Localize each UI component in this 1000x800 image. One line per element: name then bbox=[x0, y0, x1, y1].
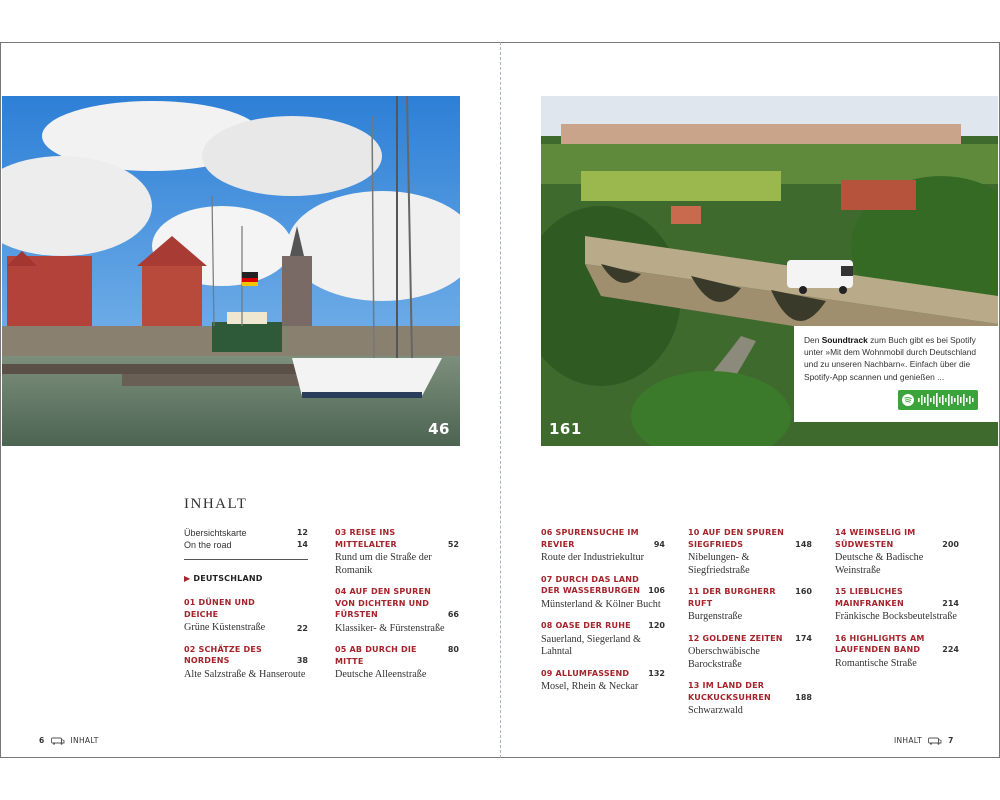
toc-intro-item[interactable] bbox=[184, 539, 308, 551]
toc-entry-subtitle: Nibelungen- & Siegfriedstraße bbox=[688, 552, 750, 576]
toc-entry-subtitle: Oberschwäbische Barockstraße bbox=[688, 646, 760, 670]
toc-entry[interactable] bbox=[335, 586, 459, 635]
toc-entry[interactable] bbox=[688, 680, 812, 718]
triangle-right-icon: ▶ bbox=[184, 574, 191, 583]
toc-entry-page: 52 bbox=[447, 539, 459, 549]
toc-entry-page: 120 bbox=[648, 621, 665, 630]
toc-divider bbox=[184, 559, 308, 560]
toc-entry-page: 22 bbox=[296, 624, 308, 633]
toc-entry-page: 66 bbox=[447, 610, 459, 619]
toc-entry[interactable] bbox=[835, 586, 959, 624]
toc-column-1 bbox=[184, 527, 308, 690]
toc-entry-subtitle: Romantische Straße bbox=[835, 657, 917, 669]
toc-entry-page: 200 bbox=[942, 539, 959, 549]
toc-column-3 bbox=[541, 527, 665, 703]
spotify-text-bold: Soundtrack bbox=[821, 335, 868, 345]
toc-entry-title: 07 DURCH DAS LAND DER WASSERBURGEN bbox=[541, 574, 641, 595]
toc-entry-page: 174 bbox=[795, 633, 812, 643]
toc-entry-subtitle: Mosel, Rhein & Neckar bbox=[541, 681, 639, 692]
camper-van-icon bbox=[928, 737, 942, 745]
toc-entry-subtitle: Fränkische Bocksbeutelstraße bbox=[835, 611, 957, 622]
toc-entry-title: 08 OASE DER RUHE bbox=[541, 621, 631, 630]
toc-entry[interactable] bbox=[541, 574, 665, 612]
toc-column-5 bbox=[835, 527, 959, 679]
section-heading-label: DEUTSCHLAND bbox=[193, 574, 263, 583]
toc-column-4 bbox=[688, 527, 812, 727]
camper-van-icon bbox=[51, 737, 65, 745]
toc-entry-title: 15 LIEBLICHES MAINFRANKEN bbox=[835, 587, 904, 608]
intro-item-page: 12 bbox=[296, 528, 308, 537]
toc-entry-subtitle: Route der Industriekultur bbox=[541, 552, 644, 563]
spotify-icon bbox=[898, 390, 978, 410]
intro-item-page: 14 bbox=[296, 540, 308, 549]
toc-column-2 bbox=[335, 527, 459, 691]
spotify-text-pre: Den bbox=[804, 335, 822, 345]
toc-entry-title: 13 IM LAND DER KUCKUCKSUHREN bbox=[688, 681, 771, 702]
intro-item-label: On the road bbox=[184, 540, 232, 550]
toc-entry-title: 06 SPURENSUCHE IM REVIER bbox=[541, 528, 639, 549]
harbor-photo bbox=[2, 96, 460, 446]
toc-entry-title: 16 HIGHLIGHTS AM LAUFENDEN BAND bbox=[835, 633, 925, 654]
toc-entry-title: 03 REISE INS MITTELALTER bbox=[335, 528, 397, 549]
toc-entry-page: 80 bbox=[447, 645, 459, 654]
spotify-scan-code[interactable] bbox=[898, 390, 978, 410]
toc-entry[interactable] bbox=[541, 527, 665, 565]
toc-title: INHALT bbox=[184, 496, 248, 512]
right-footer bbox=[894, 736, 954, 745]
toc-entry-page: 214 bbox=[942, 598, 959, 608]
toc-entry-page: 106 bbox=[648, 586, 665, 595]
intro-item-label: Übersichtskarte bbox=[184, 528, 247, 538]
toc-entry[interactable] bbox=[688, 633, 812, 672]
toc-entry[interactable] bbox=[184, 644, 308, 682]
toc-entry-title: 02 SCHÄTZE DES NORDENS bbox=[184, 644, 262, 665]
toc-entry-subtitle: Rund um die Straße der Romanik bbox=[335, 552, 432, 576]
toc-entry-subtitle: Münsterland & Kölner Bucht bbox=[541, 598, 661, 610]
footer-page-number: 7 bbox=[948, 736, 954, 745]
toc-entry-page: 224 bbox=[942, 645, 959, 654]
left-footer bbox=[39, 736, 99, 745]
toc-entry[interactable] bbox=[335, 644, 459, 682]
toc-entry-subtitle: Klassiker- & Fürstenstraße bbox=[335, 622, 445, 634]
toc-entry-title: 12 GOLDENE ZEITEN bbox=[688, 633, 783, 643]
toc-entry-page: 160 bbox=[795, 587, 812, 596]
toc-entry-subtitle: Deutsche & Badische Weinstraße bbox=[835, 552, 924, 576]
photo-page-badge: 46 bbox=[428, 420, 450, 438]
footer-page-number: 6 bbox=[39, 736, 45, 745]
toc-entry-title: 14 WEINSELIG IM SÜDWESTEN bbox=[835, 528, 916, 549]
toc-entry[interactable] bbox=[835, 633, 959, 671]
toc-entry[interactable] bbox=[835, 527, 959, 577]
toc-entry-title: 05 AB DURCH DIE MITTE bbox=[335, 645, 417, 666]
toc-entry[interactable] bbox=[688, 586, 812, 624]
toc-entry-page: 148 bbox=[795, 539, 812, 549]
toc-entry-page: 132 bbox=[648, 668, 665, 678]
toc-entry-title: 10 AUF DEN SPUREN SIEGFRIEDS bbox=[688, 528, 785, 549]
spotify-info-box bbox=[794, 326, 998, 422]
toc-entry-subtitle: Burgenstraße bbox=[688, 611, 743, 622]
toc-entry-subtitle: Deutsche Alleenstraße bbox=[335, 669, 427, 680]
toc-entry-subtitle: Alte Salzstraße & Hanseroute bbox=[184, 668, 306, 680]
toc-entry[interactable] bbox=[688, 527, 812, 577]
toc-entry-title: 01 DÜNEN UND DEICHE bbox=[184, 598, 255, 619]
toc-entry-page: 94 bbox=[653, 539, 665, 549]
section-heading bbox=[184, 574, 308, 583]
toc-entry-page: 38 bbox=[296, 656, 308, 665]
toc-entry[interactable] bbox=[335, 527, 459, 577]
toc-entry-subtitle: Sauerland, Siegerland & Lahntal bbox=[541, 633, 641, 657]
toc-entry[interactable] bbox=[184, 597, 308, 635]
footer-label: INHALT bbox=[894, 736, 923, 745]
toc-entry-title: 04 AUF DEN SPUREN VON DICHTERN UND FÜRSTEN bbox=[335, 587, 432, 619]
toc-entry-page: 188 bbox=[795, 692, 812, 702]
toc-entry-title: 09 ALLUMFASSEND bbox=[541, 668, 630, 678]
toc-entry[interactable] bbox=[541, 668, 665, 694]
photo-page-badge: 161 bbox=[549, 420, 582, 438]
toc-entry[interactable] bbox=[541, 620, 665, 659]
spotify-text-post: zum Buch gibt es bei Spotify unter »Mit dem Wohnmobil durch Deutschland und zu unseren Nachbarn«. Einfach über die Spotify-App scannen und genießen ... bbox=[804, 335, 977, 382]
toc-intro-item[interactable] bbox=[184, 527, 308, 539]
toc-entry-title: 11 DER BURGHERR RUFT bbox=[688, 587, 776, 608]
toc-entry-subtitle: Schwarzwald bbox=[688, 705, 743, 716]
page-gutter bbox=[500, 42, 501, 758]
toc-entry-subtitle: Grüne Küstenstraße bbox=[184, 622, 266, 633]
footer-label: INHALT bbox=[70, 736, 99, 745]
